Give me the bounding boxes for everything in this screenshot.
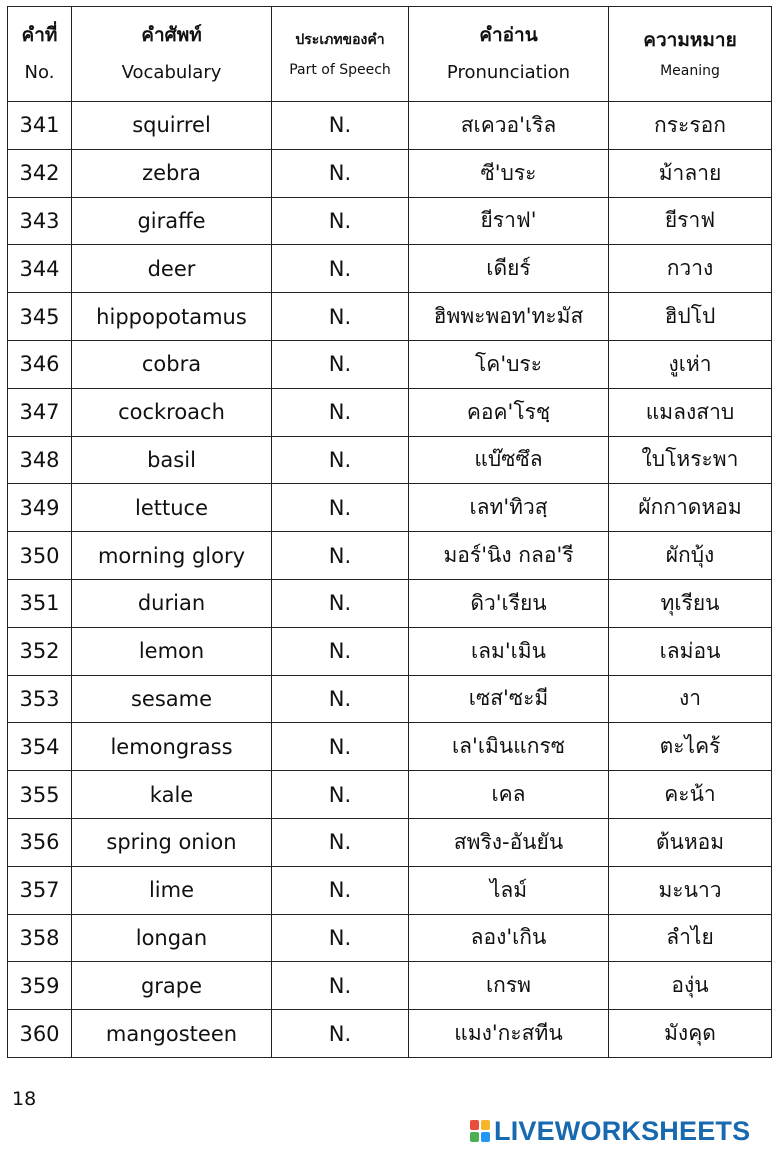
- cell-number: 352: [8, 627, 72, 675]
- cell-pronunciation: สเควอ'เริล: [409, 102, 609, 150]
- table-row: [8, 484, 772, 532]
- header-no-english: No.: [24, 62, 55, 83]
- cell-pronunciation: ลอง'เกิน: [409, 914, 609, 962]
- cell-meaning: ผักบุ้ง: [609, 532, 772, 580]
- cell-vocabulary: durian: [72, 579, 272, 627]
- liveworksheets-logo-icon: [470, 1120, 490, 1142]
- cell-pronunciation: โค'บระ: [409, 340, 609, 388]
- header-meaning-thai: ความหมาย: [643, 29, 737, 51]
- cell-vocabulary: sesame: [72, 675, 272, 723]
- cell-pronunciation: ฮิพพะพอท'ทะมัส: [409, 293, 609, 341]
- table-row: [8, 579, 772, 627]
- cell-vocabulary: cockroach: [72, 388, 272, 436]
- cell-part-of-speech: N.: [272, 484, 409, 532]
- logo-square-red: [470, 1120, 479, 1130]
- table-row: [8, 1010, 772, 1058]
- cell-number: 349: [8, 484, 72, 532]
- table-row: [8, 771, 772, 819]
- header-pronunciation: [409, 7, 609, 102]
- cell-pronunciation: ซี'บระ: [409, 149, 609, 197]
- header-no: [8, 7, 72, 102]
- cell-part-of-speech: N.: [272, 818, 409, 866]
- cell-part-of-speech: N.: [272, 771, 409, 819]
- header-pronunciation-english: Pronunciation: [446, 62, 571, 83]
- cell-meaning: คะน้า: [609, 771, 772, 819]
- cell-meaning: แมลงสาบ: [609, 388, 772, 436]
- cell-number: 351: [8, 579, 72, 627]
- cell-part-of-speech: N.: [272, 675, 409, 723]
- cell-vocabulary: hippopotamus: [72, 293, 272, 341]
- cell-vocabulary: cobra: [72, 340, 272, 388]
- cell-vocabulary: giraffe: [72, 197, 272, 245]
- cell-part-of-speech: N.: [272, 340, 409, 388]
- cell-number: 353: [8, 675, 72, 723]
- cell-meaning: ต้นหอม: [609, 818, 772, 866]
- cell-number: 357: [8, 866, 72, 914]
- cell-meaning: องุ่น: [609, 962, 772, 1010]
- header-pos-thai: ประเภทของคำ: [295, 32, 385, 48]
- liveworksheets-logo: [470, 1114, 750, 1148]
- cell-part-of-speech: N.: [272, 962, 409, 1010]
- cell-meaning: กวาง: [609, 245, 772, 293]
- cell-number: 359: [8, 962, 72, 1010]
- cell-number: 345: [8, 293, 72, 341]
- header-vocabulary-thai: คำศัพท์: [141, 24, 202, 46]
- header-row: [8, 7, 772, 102]
- cell-number: 342: [8, 149, 72, 197]
- cell-meaning: ตะไคร้: [609, 723, 772, 771]
- cell-vocabulary: squirrel: [72, 102, 272, 150]
- cell-pronunciation: แมง'กะสทีน: [409, 1010, 609, 1058]
- cell-number: 344: [8, 245, 72, 293]
- header-meaning: [609, 7, 772, 102]
- cell-meaning: ม้าลาย: [609, 149, 772, 197]
- cell-part-of-speech: N.: [272, 579, 409, 627]
- cell-part-of-speech: N.: [272, 245, 409, 293]
- table-row: [8, 197, 772, 245]
- cell-vocabulary: kale: [72, 771, 272, 819]
- cell-part-of-speech: N.: [272, 914, 409, 962]
- table-row: [8, 962, 772, 1010]
- logo-square-green: [470, 1132, 479, 1142]
- cell-part-of-speech: N.: [272, 627, 409, 675]
- cell-vocabulary: lettuce: [72, 484, 272, 532]
- cell-pronunciation: เดียร์: [409, 245, 609, 293]
- cell-part-of-speech: N.: [272, 388, 409, 436]
- table-row: [8, 532, 772, 580]
- table-row: [8, 914, 772, 962]
- cell-vocabulary: grape: [72, 962, 272, 1010]
- cell-part-of-speech: N.: [272, 197, 409, 245]
- table-row: [8, 388, 772, 436]
- vocabulary-table: [7, 6, 772, 1058]
- table-row: [8, 102, 772, 150]
- cell-vocabulary: spring onion: [72, 818, 272, 866]
- cell-meaning: ใบโหระพา: [609, 436, 772, 484]
- table-row: [8, 293, 772, 341]
- cell-number: 341: [8, 102, 72, 150]
- cell-vocabulary: lemongrass: [72, 723, 272, 771]
- header-pos-english: Part of Speech: [289, 62, 391, 78]
- table-row: [8, 675, 772, 723]
- cell-vocabulary: deer: [72, 245, 272, 293]
- cell-number: 348: [8, 436, 72, 484]
- cell-pronunciation: คอค'โรชฺ: [409, 388, 609, 436]
- cell-meaning: ทุเรียน: [609, 579, 772, 627]
- cell-meaning: เลม่อน: [609, 627, 772, 675]
- cell-part-of-speech: N.: [272, 436, 409, 484]
- cell-meaning: งูเห่า: [609, 340, 772, 388]
- cell-meaning: กระรอก: [609, 102, 772, 150]
- cell-number: 350: [8, 532, 72, 580]
- cell-part-of-speech: N.: [272, 149, 409, 197]
- cell-part-of-speech: N.: [272, 866, 409, 914]
- cell-pronunciation: แบ๊ซซึล: [409, 436, 609, 484]
- cell-number: 360: [8, 1010, 72, 1058]
- cell-part-of-speech: N.: [272, 723, 409, 771]
- header-pronunciation-thai: คำอ่าน: [479, 24, 538, 46]
- cell-pronunciation: สพริง-อันยัน: [409, 818, 609, 866]
- cell-meaning: ผักกาดหอม: [609, 484, 772, 532]
- cell-part-of-speech: N.: [272, 293, 409, 341]
- table-row: [8, 866, 772, 914]
- table-row: [8, 818, 772, 866]
- cell-vocabulary: longan: [72, 914, 272, 962]
- page-number: 18: [12, 1088, 37, 1110]
- cell-meaning: งา: [609, 675, 772, 723]
- table-row: [8, 436, 772, 484]
- cell-vocabulary: lime: [72, 866, 272, 914]
- header-pos: [272, 7, 409, 102]
- cell-pronunciation: ดิว'เรียน: [409, 579, 609, 627]
- logo-text: LIVEWORKSHEETS: [494, 1115, 751, 1146]
- cell-part-of-speech: N.: [272, 532, 409, 580]
- cell-pronunciation: เลท'ทิวสฺ: [409, 484, 609, 532]
- header-vocabulary: [72, 7, 272, 102]
- cell-pronunciation: เซส'ซะมี: [409, 675, 609, 723]
- cell-meaning: ลำไย: [609, 914, 772, 962]
- cell-meaning: มะนาว: [609, 866, 772, 914]
- table-row: [8, 340, 772, 388]
- cell-pronunciation: ไลม์: [409, 866, 609, 914]
- header-no-thai: คำที่: [21, 24, 58, 46]
- cell-vocabulary: mangosteen: [72, 1010, 272, 1058]
- cell-meaning: ยีราฟ: [609, 197, 772, 245]
- cell-vocabulary: zebra: [72, 149, 272, 197]
- cell-pronunciation: เกรพ: [409, 962, 609, 1010]
- cell-vocabulary: basil: [72, 436, 272, 484]
- cell-meaning: มังคุด: [609, 1010, 772, 1058]
- cell-part-of-speech: N.: [272, 1010, 409, 1058]
- cell-number: 343: [8, 197, 72, 245]
- cell-number: 346: [8, 340, 72, 388]
- cell-pronunciation: เล'เมินแกรซ: [409, 723, 609, 771]
- cell-part-of-speech: N.: [272, 102, 409, 150]
- cell-number: 358: [8, 914, 72, 962]
- cell-pronunciation: ยีราฟ': [409, 197, 609, 245]
- cell-meaning: ฮิปโป: [609, 293, 772, 341]
- cell-pronunciation: เลม'เมิน: [409, 627, 609, 675]
- table-row: [8, 723, 772, 771]
- cell-vocabulary: morning glory: [72, 532, 272, 580]
- vocabulary-rows: [8, 102, 772, 1058]
- cell-vocabulary: lemon: [72, 627, 272, 675]
- header-meaning-english: Meaning: [660, 63, 720, 79]
- cell-number: 356: [8, 818, 72, 866]
- logo-square-yellow: [481, 1120, 490, 1130]
- cell-number: 347: [8, 388, 72, 436]
- table-row: [8, 149, 772, 197]
- table-row: [8, 627, 772, 675]
- cell-number: 355: [8, 771, 72, 819]
- cell-number: 354: [8, 723, 72, 771]
- cell-pronunciation: มอร์'นิง กลอ'รี: [409, 532, 609, 580]
- logo-square-blue: [481, 1132, 490, 1142]
- cell-pronunciation: เคล: [409, 771, 609, 819]
- header-vocabulary-english: Vocabulary: [121, 62, 222, 83]
- table-row: [8, 245, 772, 293]
